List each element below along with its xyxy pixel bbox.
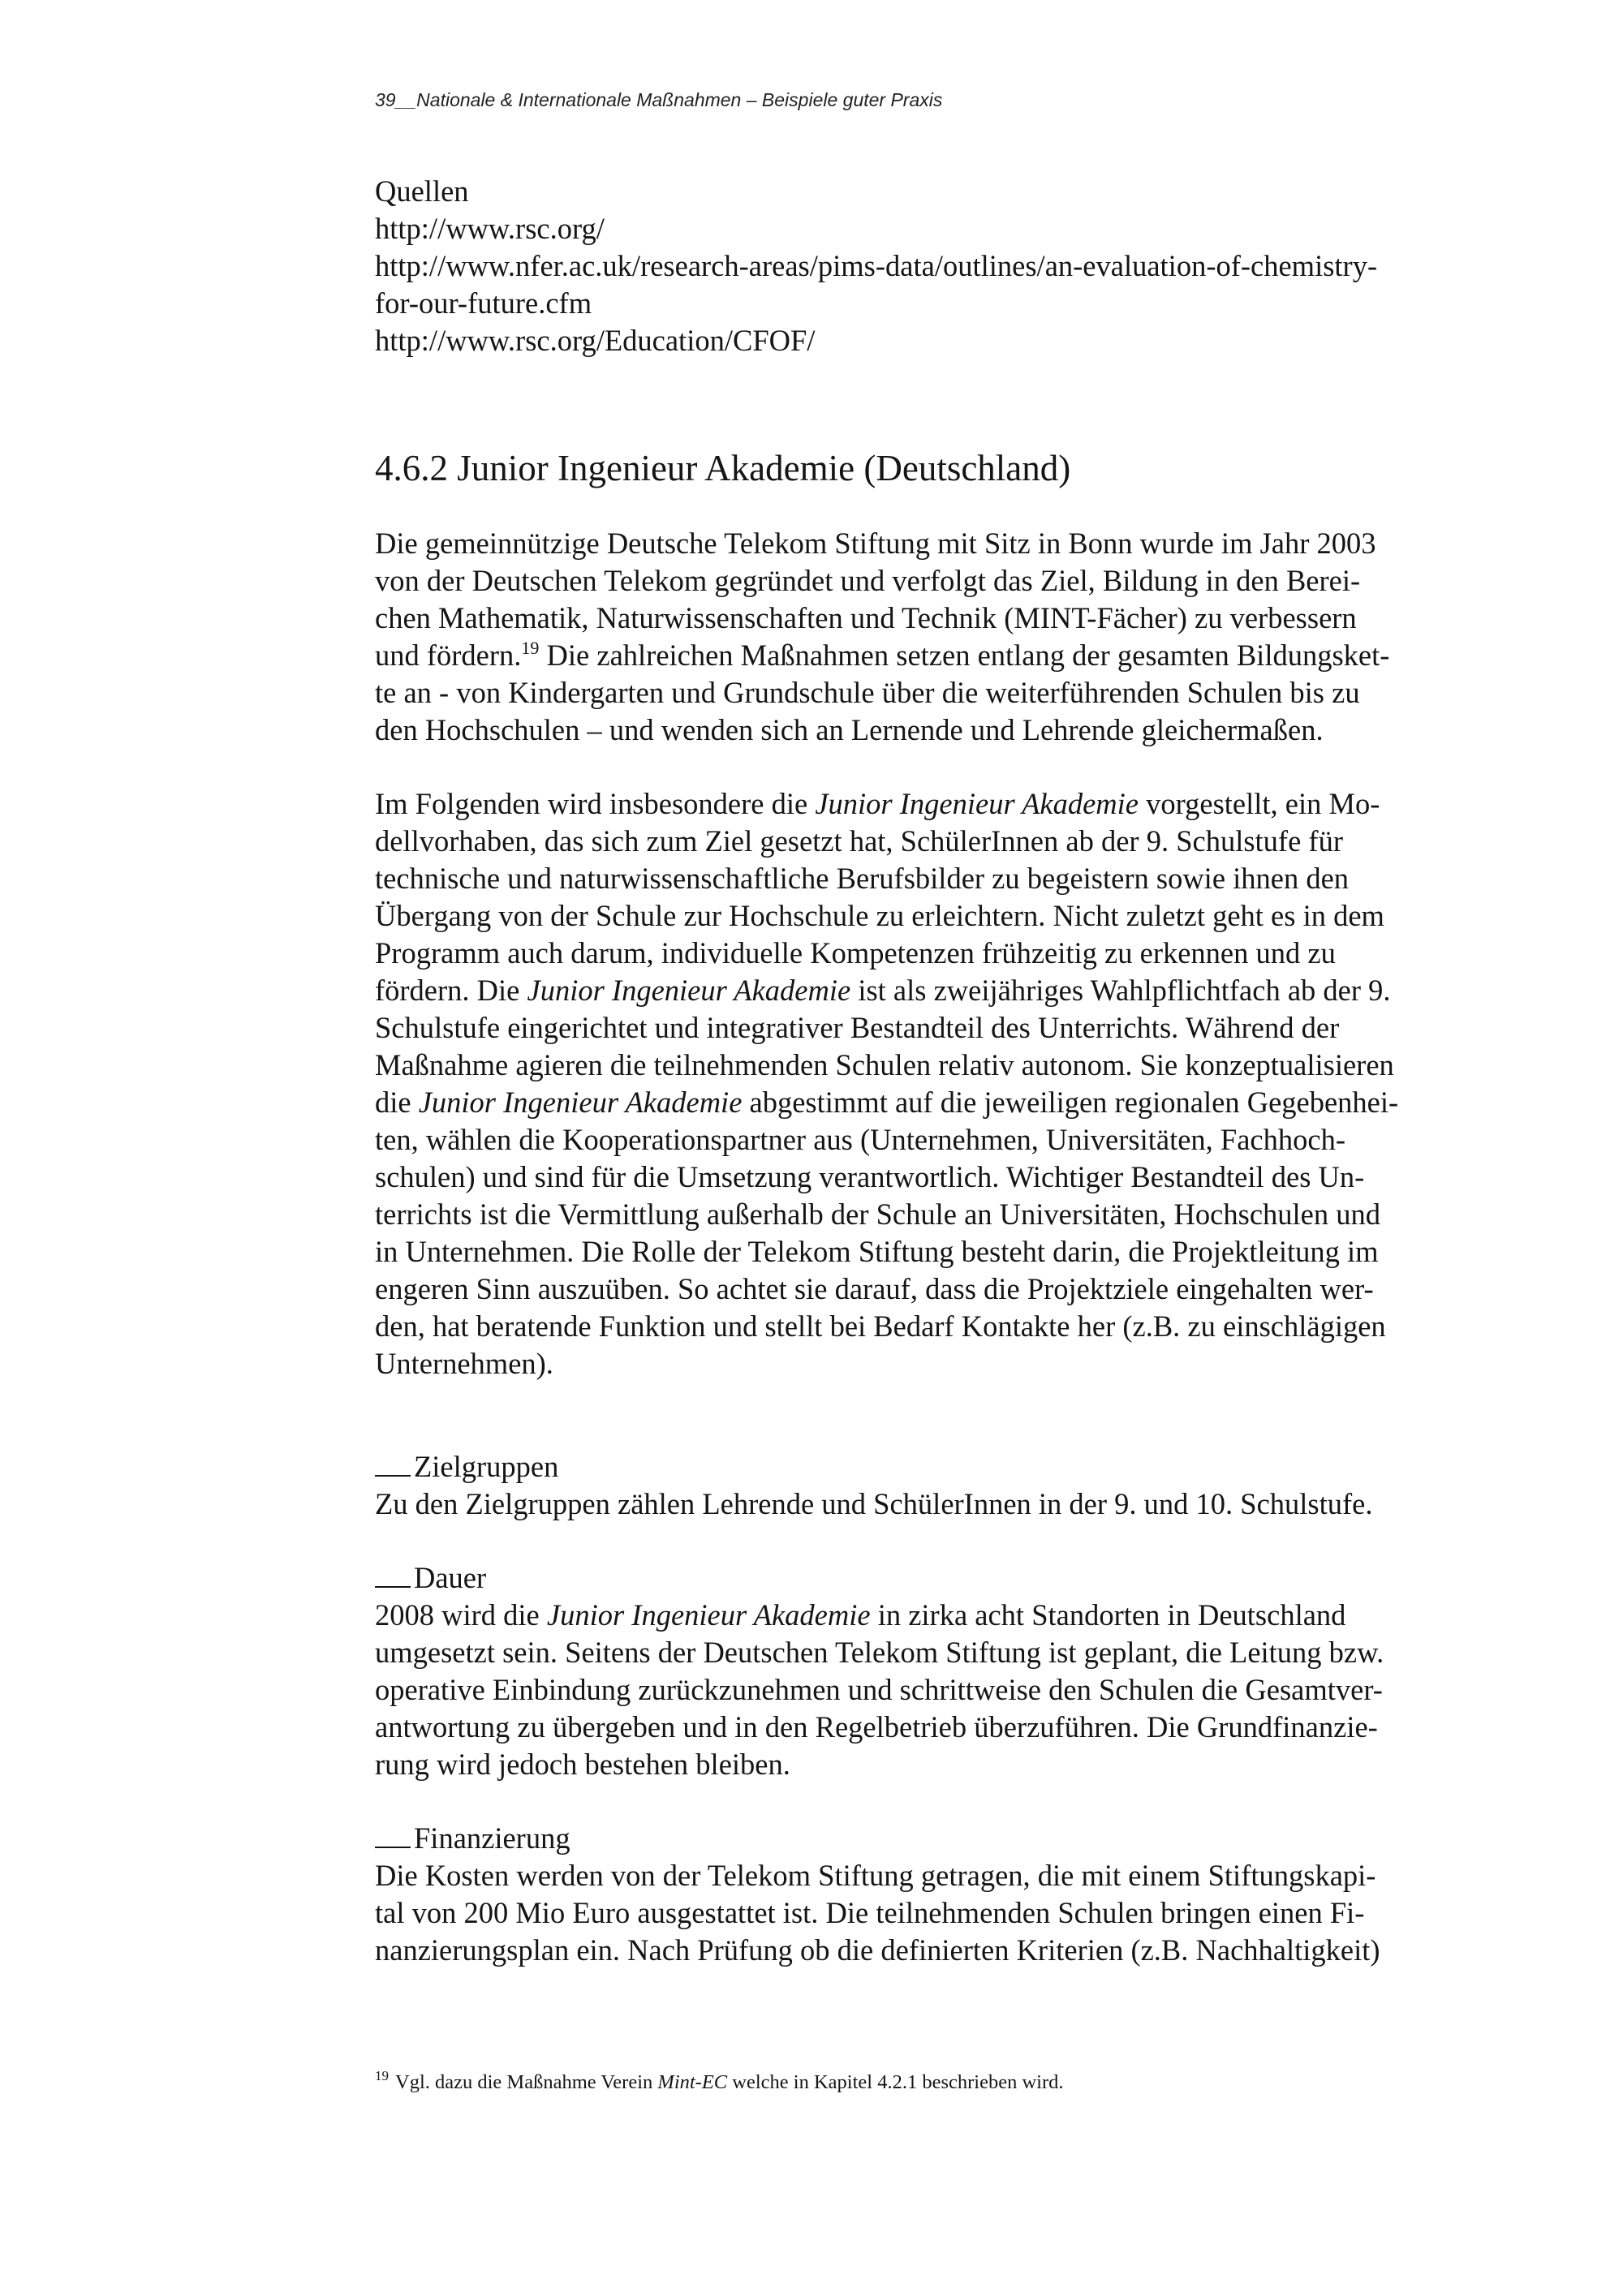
zielgruppen-section [375,1448,1462,1523]
dauer-section [375,1559,1462,1783]
text-line: engeren Sinn auszuüben. So achtet sie darauf, dass die Projektziele eingehalten wer- [375,1272,1374,1305]
program-name: Junior Ingenieur Akademie [418,1086,743,1119]
text-line [375,785,1462,823]
program-paragraph [375,785,1462,1382]
text-fragment: abgestimmt auf die jeweiligen regionalen Gegebenhei- [742,1086,1399,1119]
footnote [375,2068,1064,2094]
text-line: den, hat beratende Funktion und stellt bei Bedarf Kontakte her (z.B. zu einschlägigen [375,1309,1386,1343]
text-fragment: Die zahlreichen Maßnahmen setzen entlang der gesamten Bildungsket- [539,638,1390,672]
text-line: ten, wählen die Kooperationspartner aus (Unternehmen, Universitäten, Fachhoch- [375,1123,1345,1156]
dauer-heading: Dauer [375,1559,1462,1597]
sources-label: Quellen [375,174,469,208]
source-link[interactable]: http://www.nfer.ac.uk/research-areas/pims-data/outlines/an-evaluation-of-chemistry- [375,249,1378,282]
text-line [375,1597,1462,1634]
text-fragment: Im Folgenden wird insbesondere die [375,787,816,820]
text-line: umgesetzt sein. Seitens der Deutschen Telekom Stiftung ist geplant, die Leitung bzw. [375,1636,1384,1669]
zielgruppen-heading: Zielgruppen [375,1448,1462,1486]
section-heading: 4.6.2 Junior Ingenieur Akademie (Deutschland) [375,448,1071,488]
text-line: dellvorhaben, das sich zum Ziel gesetzt hat, SchülerInnen ab der 9. Schulstufe für [375,824,1343,858]
finanzierung-section [375,1820,1462,1969]
running-header: 39__Nationale & Internationale Maßnahmen – Beispiele guter Praxis [375,89,943,110]
text-fragment: und fördern. [375,638,522,672]
footnote-text: welche in Kapitel 4.2.1 beschrieben wird. [727,2071,1064,2093]
footnote-italic: Mint-EC [657,2071,728,2093]
text-line: den Hochschulen – und wenden sich an Lernende und Lehrende gleichermaßen. [375,713,1324,746]
text-line: von der Deutschen Telekom gegründet und verfolgt das Ziel, Bildung in den Berei- [375,564,1361,597]
text-line: Übergang von der Schule zur Hochschule zu erleichtern. Nicht zuletzt geht es in dem [375,899,1384,932]
program-name: Junior Ingenieur Akademie [527,974,851,1007]
text-line: Programm auch darum, individuelle Kompetenzen frühzeitig zu erkennen und zu [375,936,1336,970]
source-link-continuation[interactable]: for-our-future.cfm [375,286,592,320]
text-fragment: 2008 wird die [375,1598,547,1632]
text-line: terrichts ist die Vermittlung außerhalb der Schule an Universitäten, Hochschulen und [375,1197,1380,1231]
text-line: schulen) und sind für die Umsetzung verantwortlich. Wichtiger Bestandteil des Un- [375,1160,1365,1193]
text-line: Die Kosten werden von der Telekom Stiftung getragen, die mit einem Stiftungskapi- [375,1859,1376,1892]
text-fragment: ist als zweijähriges Wahlpflichtfach ab der 9. [850,974,1391,1007]
text-line: Schulstufe eingerichtet und integrativer Bestandteil des Unterrichts. Während der [375,1011,1340,1044]
text-line: antwortung zu übergeben und in den Regelbetrieb überzuführen. Die Grundfinanzie- [375,1710,1378,1743]
text-line: Die gemeinnützige Deutsche Telekom Stiftung mit Sitz in Bonn wurde im Jahr 2003 [375,527,1376,560]
source-link[interactable]: http://www.rsc.org/Education/CFOF/ [375,324,816,357]
program-name: Junior Ingenieur Akademie [815,787,1139,820]
text-fragment: vorgestellt, ein Mo- [1139,787,1380,820]
text-line: Maßnahme agieren die teilnehmenden Schulen relativ autonom. Sie konzeptualisieren [375,1048,1394,1081]
source-link[interactable]: http://www.rsc.org/ [375,212,605,245]
finanzierung-heading: Finanzierung [375,1820,1462,1857]
text-fragment: die [375,1086,419,1119]
footnote-number: 19 [375,2068,389,2083]
text-line: te an - von Kindergarten und Grundschule über die weiterführenden Schulen bis zu [375,676,1360,709]
text-line: operative Einbindung zurückzunehmen und schrittweise den Schulen die Gesamtver- [375,1673,1383,1706]
text-line: nanzierungsplan ein. Nach Prüfung ob die definierten Kriterien (z.B. Nachhaltigkeit) [375,1933,1380,1967]
text-line: in Unternehmen. Die Rolle der Telekom Stiftung besteht darin, die Projektleitung im [375,1235,1379,1268]
footnote-reference[interactable]: 19 [521,638,540,658]
intro-paragraph [375,525,1462,749]
text-line [375,972,1462,1009]
text-fragment: fördern. Die [375,974,527,1007]
text-line: technische und naturwissenschaftliche Berufsbilder zu begeistern sowie ihnen den [375,862,1350,895]
text-line: Unternehmen). [375,1347,553,1380]
text-line [375,1084,1462,1121]
program-name: Junior Ingenieur Akademie [546,1598,871,1632]
text-line: Zu den Zielgruppen zählen Lehrende und SchülerInnen in der 9. und 10. Schulstufe. [375,1487,1373,1520]
text-line: chen Mathematik, Naturwissenschaften und Technik (MINT-Fächer) zu verbessern [375,601,1357,634]
text-line: tal von 200 Mio Euro ausgestattet ist. Die teilnehmenden Schulen bringen einen Fi- [375,1896,1365,1929]
text-fragment: in zirka acht Standorten in Deutschland [870,1598,1346,1632]
text-line: rung wird jedoch bestehen bleiben. [375,1748,790,1781]
footnote-text: Vgl. dazu die Maßnahme Verein [395,2071,658,2093]
sources-block [375,173,1462,359]
text-line [375,637,1462,674]
